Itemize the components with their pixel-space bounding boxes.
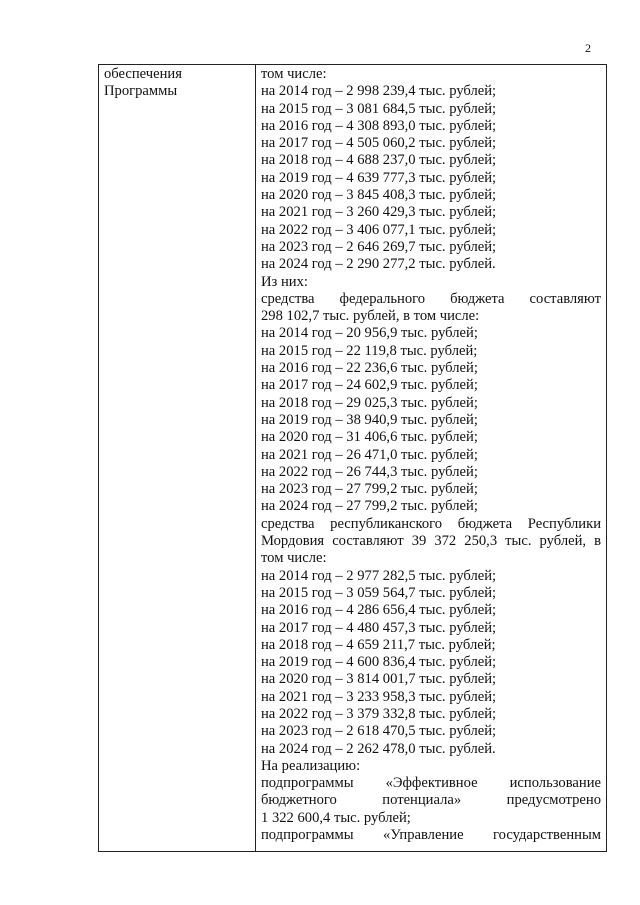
list-item: на 2020 год – 3 845 408,3 тыс. рублей; xyxy=(261,187,497,204)
intro-line: том числе: xyxy=(261,66,327,82)
list-item: на 2018 год – 4 688 237,0 тыс. рублей; xyxy=(261,152,497,169)
list-item: на 2023 год – 2 618 470,5 тыс. рублей; xyxy=(261,723,497,740)
list-item: на 2022 год – 3 379 332,8 тыс. рублей; xyxy=(261,705,497,722)
list-item: на 2014 год – 2 998 239,4 тыс. рублей; xyxy=(261,83,497,100)
list-item: на 2016 год – 4 286 656,4 тыс. рублей; xyxy=(261,602,497,619)
program-funding-table xyxy=(98,64,607,852)
right-cell xyxy=(256,65,607,852)
list-item: на 2020 год – 31 406,6 тыс. рублей; xyxy=(261,429,478,446)
left-cell xyxy=(99,65,256,852)
list-item: на 2016 год – 22 236,6 тыс. рублей; xyxy=(261,360,478,377)
subprogram-text: 1 322 600,4 тыс. рублей; xyxy=(261,809,411,826)
list-item: на 2018 год – 29 025,3 тыс. рублей; xyxy=(261,394,478,411)
list-item: на 2024 год – 2 290 277,2 тыс. рублей. xyxy=(261,256,496,273)
total-by-year-list xyxy=(261,83,601,273)
list-item: на 2015 год – 22 119,8 тыс. рублей; xyxy=(261,342,478,359)
list-item: на 2014 год – 20 956,9 тыс. рублей; xyxy=(261,325,478,342)
subprogram-text: подпрограммы «Управление государственным xyxy=(261,827,601,844)
list-item: на 2021 год – 3 260 429,3 тыс. рублей; xyxy=(261,204,497,221)
list-item: на 2018 год – 4 659 211,7 тыс. рублей; xyxy=(261,636,496,653)
list-item: на 2017 год – 4 505 060,2 тыс. рублей; xyxy=(261,135,497,152)
republic-budget-text: средства республиканского бюджета Республики xyxy=(261,515,601,532)
table-row xyxy=(99,65,607,852)
list-item: на 2015 год – 3 081 684,5 тыс. рублей; xyxy=(261,100,497,117)
republic-by-year-list xyxy=(261,568,601,758)
list-item: на 2023 год – 2 646 269,7 тыс. рублей; xyxy=(261,238,497,255)
republic-budget-text: том числе: xyxy=(261,550,327,567)
federal-by-year-list xyxy=(261,325,601,515)
list-item: на 2023 год – 27 799,2 тыс. рублей; xyxy=(261,481,478,498)
of-them-heading: Из них: xyxy=(261,273,308,290)
list-item: на 2019 год – 4 600 836,4 тыс. рублей; xyxy=(261,654,497,671)
list-item: на 2024 год – 2 262 478,0 тыс. рублей. xyxy=(261,740,496,757)
list-item: на 2019 год – 4 639 777,3 тыс. рублей; xyxy=(261,169,497,186)
list-item: на 2014 год – 2 977 282,5 тыс. рублей; xyxy=(261,567,497,584)
list-item: на 2022 год – 26 744,3 тыс. рублей; xyxy=(261,463,478,480)
subprogram-text: бюджетного потенциала» предусмотрено xyxy=(261,792,601,809)
left-cell-line: обеспечения xyxy=(104,66,182,82)
list-item: на 2017 год – 24 602,9 тыс. рублей; xyxy=(261,377,478,394)
list-item: на 2022 год – 3 406 077,1 тыс. рублей; xyxy=(261,221,497,238)
subprogram-text: подпрограммы «Эффективное использование xyxy=(261,775,601,792)
list-item: на 2016 год – 4 308 893,0 тыс. рублей; xyxy=(261,117,497,134)
list-item: на 2021 год – 3 233 958,3 тыс. рублей; xyxy=(261,688,497,705)
left-cell-line: Программы xyxy=(104,83,178,100)
federal-budget-text: 298 102,7 тыс. рублей, в том числе: xyxy=(261,308,480,325)
list-item: на 2015 год – 3 059 564,7 тыс. рублей; xyxy=(261,584,497,601)
list-item: на 2019 год – 38 940,9 тыс. рублей; xyxy=(261,411,478,428)
federal-budget-text: средства федерального бюджета составляют xyxy=(261,290,601,307)
list-item: на 2021 год – 26 471,0 тыс. рублей; xyxy=(261,446,478,463)
list-item: на 2020 год – 3 814 001,7 тыс. рублей; xyxy=(261,671,497,688)
list-item: на 2024 год – 27 799,2 тыс. рублей; xyxy=(261,498,478,515)
republic-budget-text: Мордовия составляют 39 372 250,3 тыс. рублей, в xyxy=(261,533,601,550)
list-item: на 2017 год – 4 480 457,3 тыс. рублей; xyxy=(261,619,497,636)
realization-heading: На реализацию: xyxy=(261,757,361,774)
page-number: 2 xyxy=(585,41,591,55)
